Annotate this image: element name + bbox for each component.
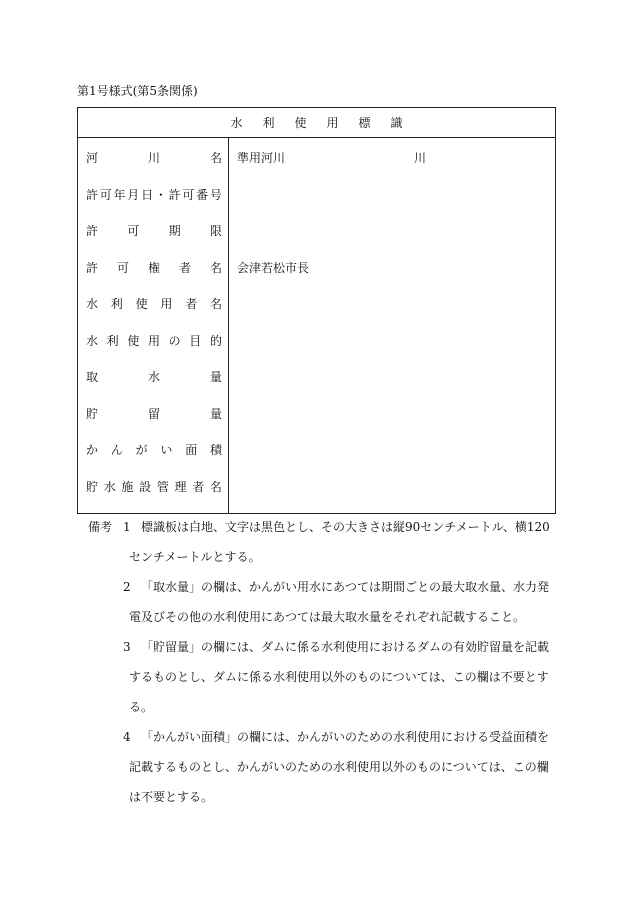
note-line: するものとし、ダムに係る水利使用以外のものについては、この欄は不要とす	[129, 670, 549, 684]
table-row-value	[229, 404, 555, 441]
note-line: 標識板は白地、文字は黒色とし、その大きさは縦90センチメートル、横120	[141, 520, 550, 534]
row-label-char: 名	[209, 479, 222, 494]
table-row-value	[229, 477, 555, 514]
table-row-label	[78, 367, 228, 404]
row-label-char: 許	[86, 187, 99, 202]
note-line: は不要とする。	[129, 790, 214, 804]
row-label-char: 番	[196, 187, 209, 202]
value-column	[229, 138, 555, 513]
row-label	[86, 331, 222, 351]
row-label	[86, 440, 222, 460]
sign-title	[78, 108, 555, 138]
note-line: 記載するものとし、かんがいのための水利使用以外のものについては、この欄	[129, 760, 549, 774]
row-label-char: 留	[147, 406, 160, 421]
note-item	[123, 512, 553, 572]
row-label	[86, 185, 222, 205]
row-label-char: 号	[209, 187, 222, 202]
row-label-char: 許	[168, 187, 181, 202]
table-row-value	[229, 440, 555, 477]
row-label-char: 年	[113, 187, 126, 202]
row-label-char: ・	[154, 187, 167, 202]
label-column	[78, 138, 229, 513]
sign-title-char: 標	[358, 116, 371, 130]
row-label-char: 用	[160, 297, 173, 311]
row-label-char: が	[135, 443, 148, 457]
table-row-label	[78, 221, 228, 258]
row-label-char: 取	[86, 370, 99, 384]
note-item	[123, 572, 553, 632]
sign-title-char: 用	[326, 116, 339, 130]
row-label-char: 利	[106, 333, 119, 348]
table-row-value	[229, 148, 555, 185]
river-suffix: 川	[414, 151, 427, 165]
row-label-char: 水	[103, 479, 116, 494]
row-label-char: 月	[127, 187, 140, 202]
note-number: 3	[123, 640, 131, 654]
table-row-value	[229, 185, 555, 222]
row-label	[86, 477, 222, 497]
sign-title-char: 水	[230, 116, 243, 130]
row-value-text: 会津若松市長	[237, 260, 310, 275]
row-label-char: 河	[86, 151, 99, 165]
row-label-char: 日	[141, 187, 154, 202]
sign-title-char: 利	[262, 116, 275, 130]
note-line: る。	[129, 700, 154, 714]
row-label-char: 使	[135, 297, 148, 311]
row-label	[86, 404, 222, 424]
row-label-char: 貯	[86, 479, 99, 494]
row-label-char: 許	[86, 224, 99, 238]
table-row-value	[229, 367, 555, 404]
form-title: 第1号様式(第5条関係)	[77, 84, 198, 98]
row-label	[86, 221, 222, 241]
row-label-char: 量	[209, 406, 222, 421]
row-label-char: 目	[189, 333, 202, 348]
row-label-char: 限	[209, 224, 222, 238]
table-row-label	[78, 294, 228, 331]
sign-table	[77, 107, 556, 514]
note-number: 4	[123, 730, 131, 744]
table-row-label	[78, 477, 228, 514]
sign-title-char: 使	[294, 116, 307, 130]
row-label-char: か	[86, 443, 99, 457]
row-label-char: 者	[192, 479, 205, 494]
row-label	[86, 367, 222, 387]
table-row-value	[229, 331, 555, 368]
row-label	[86, 294, 222, 314]
row-label-char: 許	[86, 260, 99, 275]
sign-title-char: 識	[390, 116, 403, 130]
table-row-label	[78, 331, 228, 368]
notes-title: 備考	[88, 520, 113, 534]
row-label-char: 貯	[86, 406, 99, 421]
row-label-char: ん	[110, 443, 123, 457]
note-number: 1	[123, 520, 131, 534]
row-label-char: 面	[185, 443, 198, 457]
row-label-char: 量	[209, 370, 222, 384]
row-value-text: 準用河川	[237, 151, 286, 165]
row-label-char: 可	[99, 187, 112, 202]
row-label-char: 期	[168, 224, 181, 238]
note-line: 「取水量」の欄は、かんがい用水にあつては期間ごとの最大取水量、水力発	[141, 580, 550, 594]
row-label-char: 可	[182, 187, 195, 202]
note-number: 2	[123, 580, 131, 594]
row-label-char: 名	[209, 260, 222, 275]
row-label-char: 可	[127, 224, 140, 238]
table-row-value	[229, 258, 555, 295]
sign-body	[78, 138, 555, 513]
row-label	[86, 258, 222, 278]
row-value	[229, 148, 426, 168]
row-label-char: 水	[147, 370, 160, 384]
row-label-char: 設	[139, 479, 152, 494]
row-label-char: 管	[156, 479, 169, 494]
row-label-char: 権	[147, 260, 160, 275]
table-row-label	[78, 148, 228, 185]
table-row-label	[78, 185, 228, 222]
row-value	[229, 258, 309, 278]
row-label-char: 名	[209, 151, 222, 165]
table-row-value	[229, 221, 555, 258]
note-line: 「貯留量」の欄には、ダムに係る水利使用におけるダムの有効貯留量を記載	[141, 640, 550, 654]
table-row-value	[229, 294, 555, 331]
row-label-char: 用	[147, 333, 160, 348]
note-line: 電及びその他の水利使用にあつては最大取水量をそれぞれ記載すること。	[129, 610, 526, 624]
row-label-char: 理	[174, 479, 187, 494]
row-label-char: 水	[86, 333, 99, 348]
row-label-char: 水	[86, 297, 99, 311]
row-label-char: 使	[127, 333, 140, 348]
row-label-char: 的	[209, 333, 222, 348]
note-line: 「かんがい面積」の欄には、かんがいのための水利使用における受益面積を	[141, 730, 550, 744]
row-label-char: 名	[209, 297, 222, 311]
table-row-label	[78, 440, 228, 477]
row-label-char: 可	[116, 260, 129, 275]
note-line: センチメートルとする。	[129, 550, 261, 564]
note-item	[123, 722, 553, 812]
row-label-char: い	[160, 443, 173, 457]
table-row-label	[78, 404, 228, 441]
row-label-char: の	[168, 333, 181, 348]
note-item	[123, 632, 553, 722]
row-label-char: 者	[178, 260, 191, 275]
row-label-char: 川	[147, 151, 160, 165]
row-label-char: 積	[209, 443, 222, 457]
row-label-char: 施	[121, 479, 134, 494]
row-label-char: 利	[110, 297, 123, 311]
row-label	[86, 148, 222, 168]
row-label-char: 者	[185, 297, 198, 311]
table-row-label	[78, 258, 228, 295]
